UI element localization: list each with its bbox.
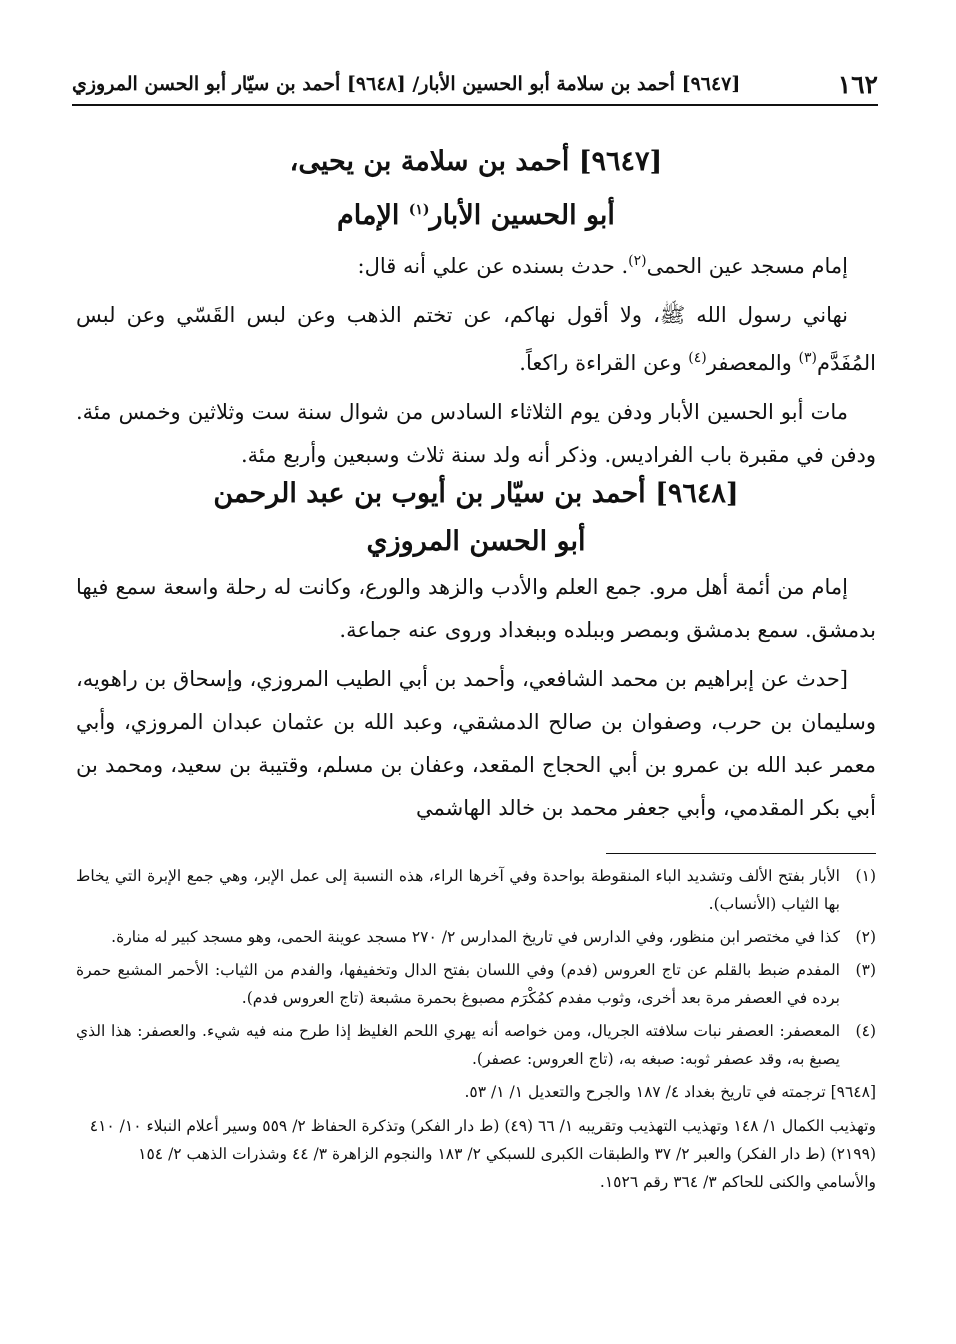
footnote-text: الأبار بفتح الألف وتشديد الباء المنقوطة بواحدة وفي آخرها الراء، هذه النسبة إلى عمل الإبر، وهي جمع الإبرة التي يخاط بها الثياب (الأنساب).: [76, 867, 840, 913]
entry-paragraph: [76, 240, 876, 288]
footnote-text: المفدم ضبط بالقلم عن تاج العروس (فدم) وفي اللسان بفتح الدال وتخفيفها، والفدم من الثياب: الأحمر المشبع حمرة برده في العصفر مرة بعد أخرى، وثوب مفدم كمُكْرَم مصبوغ بحمرة مشبعة (تاج العروس فدم).: [76, 961, 840, 1007]
paragraph-text: نهاني رسول الله ﷺ، ولا أقول نهاكم، عن تختم الذهب وعن لبس القَسّي وعن لبس المُفَدَّم: [76, 303, 876, 375]
footnote-divider: [606, 853, 876, 854]
footnote: [76, 923, 876, 951]
reference-note: [76, 1078, 876, 1196]
entry-heading-line-1: [٩٦٤٧] أحمد بن سلامة بن يحيى،: [289, 146, 663, 177]
footnote-ref-2: (٢): [628, 253, 647, 269]
footnote-ref-3: (٣): [798, 350, 817, 366]
entry-paragraph: مات أبو الحسين الأبار ودفن يوم الثلاثاء السادس من شوال سنة ست وثلاثين وخمس مئة. ودفن في مقبرة باب الفراديس. وذكر أنه ولد سنة ثلاث وسبعين وأربع مئة.: [76, 400, 876, 467]
footnote-text: كذا في مختصر ابن منظور، وفي الدارس في تاريخ المدارس ٢/ ٢٧٠ مسجد عوينة الحمى، وهو مسجد كبير له منارة.: [111, 928, 840, 946]
footnote-marker: (٣): [855, 961, 876, 979]
page-number: ١٦٢: [837, 69, 878, 99]
paragraph-text: وعن القراءة راكعاً.: [519, 351, 689, 375]
footnote-text: المعصفر: العصفر نبات سلافته الجريال، ومن خواصه أنه يهري اللحم الغليظ إذا طرح منه فيه شيء. والعصفر: هذا الذي يصبغ به، وقد عصفر ثوبه: صبغه به، (تاج العروس: عصفر).: [76, 1022, 840, 1068]
running-title: [٩٦٤٧] أحمد بن سلامة أبو الحسين الأبار/ [٩٦٤٨] أحمد بن سيّار أبو الحسن المروزي: [72, 73, 741, 95]
heading-title: الإمام: [337, 200, 409, 231]
footnote: [76, 862, 876, 918]
running-header: [72, 64, 878, 106]
footnote-marker: (١): [855, 867, 876, 885]
entry-paragraph: إمام من أئمة أهل مرو. جمع العلم والأدب والزهد والورع، وكانت له رحلة واسعة سمع فيها بدمشق. سمع بدمشق وبمصر وببلده وببغداد وروى عنه جماعة.: [76, 575, 876, 642]
entry-heading-line-1: [٩٦٤٨] أحمد بن سيّار بن أيوب بن عبد الرحمن: [213, 478, 739, 509]
paragraph-text: . حدث بسنده عن علي أنه قال:: [357, 254, 629, 278]
footnotes: [76, 862, 876, 1196]
footnote: [76, 956, 876, 1012]
entry-heading-line-2: [76, 186, 876, 240]
reference-line-1: [٩٦٤٨] ترجمته في تاريخ بغداد ٤/ ١٨٧ والجرح والتعديل ١/ ١/ ٥٣.: [464, 1083, 876, 1101]
heading-name: أبو الحسين الأبار: [429, 200, 615, 231]
reference-line-2: وتهذيب الكمال ١/ ١٤٨ وتهذيب التهذيب وتقريبه ١/ ٦٦ (٤٩) (ط دار الفكر) وتذكرة الحفاظ ٢/ ٥٥٩ وسير أعلام النبلاء ١٠/ ٤١٠ (٢١٩٩) (ط دار الفكر) والعبر ٢/ ٣٧ والطبقات الكبرى للسبكي ٢/ ١٨٣ والنجوم الزاهرة ٣/ ٤٤ وشذرات الذهب ٢/ ١٥٤ والأسامي والكنى للحاكم ٣/ ٣٦٤ رقم ١٥٢٦.: [89, 1117, 876, 1191]
footnote: [76, 1017, 876, 1073]
entry-paragraph: [حدث عن إبراهيم بن محمد الشافعي، وأحمد بن أبي الطيب المروزي، وإسحاق بن راهويه، وسليمان بن حرب، وصفوان بن صالح الدمشقي، وعبد الله بن عثمان عبدان المروزي، وأبي معمر عبد الله بن عمرو بن أبي الحجاج المقعد، وعفان بن مسلم، وقتيبة بن سعيد، ومحمد بن أبي بكر المقدمي، وأبي جعفر محمد بن خالد الهاشمي: [76, 667, 876, 820]
entry-paragraph: [76, 294, 876, 385]
entry-9647: [76, 138, 876, 483]
footnote-ref-4: (٤): [688, 350, 707, 366]
entry-9648: [76, 470, 876, 836]
paragraph-text: والمعصفر: [706, 351, 799, 375]
footnote-marker: (٢): [855, 928, 876, 946]
paragraph-text: إمام مسجد عين الحمى: [646, 254, 848, 278]
footnote-marker: (٤): [855, 1022, 876, 1040]
entry-heading-line-2: أبو الحسن المروزي: [366, 526, 586, 557]
footnote-ref-1: (١): [408, 202, 430, 218]
